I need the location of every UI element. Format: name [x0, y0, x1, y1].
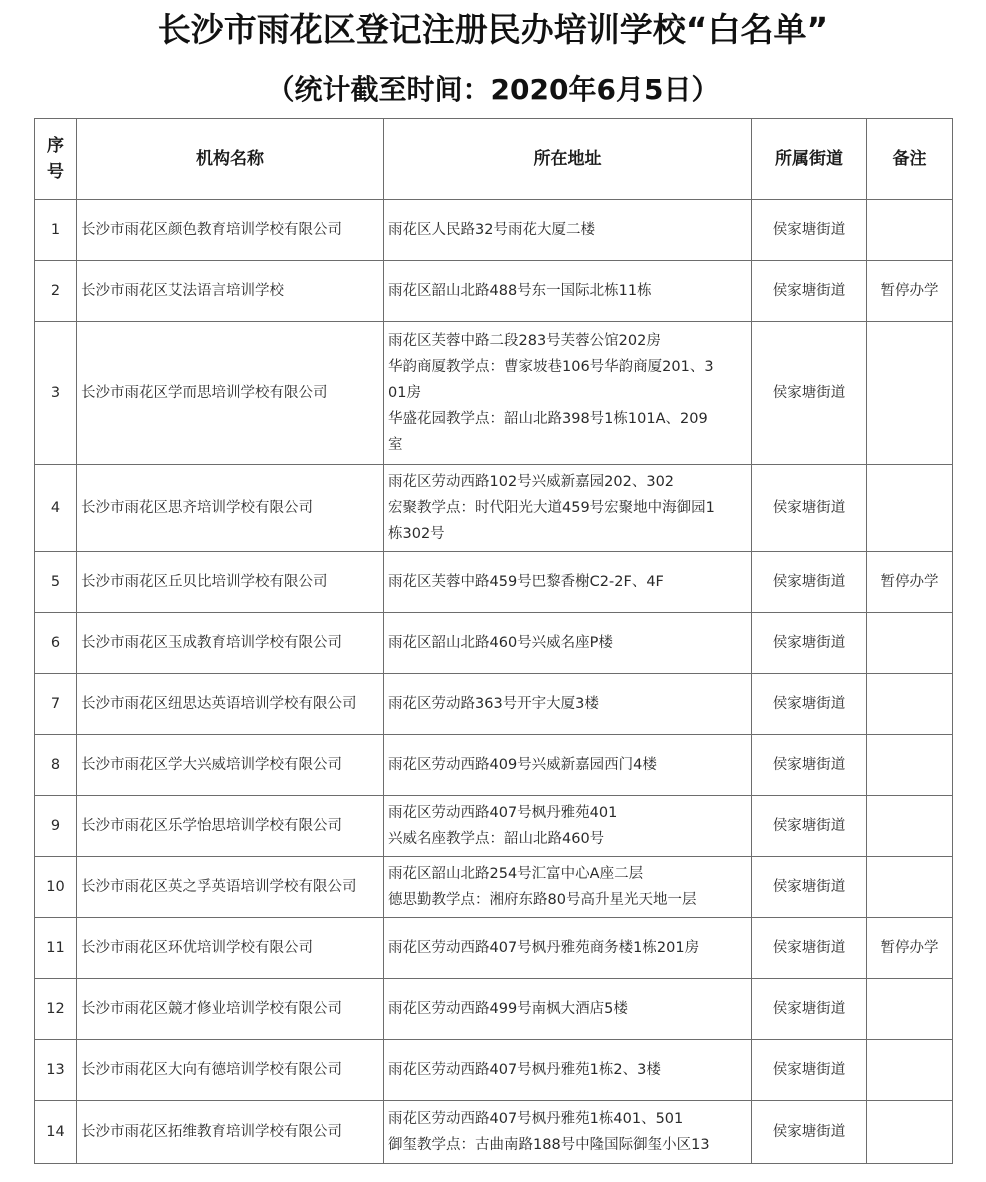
- institution-name: 长沙市雨花区学而思培训学校有限公司: [77, 322, 384, 465]
- institution-name: 长沙市雨花区英之孚英语培训学校有限公司: [77, 857, 384, 918]
- institution-address: [384, 261, 752, 322]
- street-name: 侯家塘街道: [752, 200, 867, 261]
- address-line: 雨花区劳动西路409号兴威新嘉园西门4楼: [388, 757, 657, 773]
- address-line: 01房: [388, 385, 421, 401]
- address-line: 雨花区劳动西路102号兴威新嘉园202、302: [388, 474, 675, 490]
- header-num: 序号: [35, 119, 77, 200]
- table-row: [35, 465, 953, 552]
- row-number: 10: [35, 857, 77, 918]
- institution-name: 长沙市雨花区丘贝比培训学校有限公司: [77, 552, 384, 613]
- table-row: [35, 322, 953, 465]
- table-row: [35, 1101, 953, 1164]
- street-name: 侯家塘街道: [752, 1101, 867, 1164]
- address-line: 雨花区劳动路363号开宇大厦3楼: [388, 696, 599, 712]
- table-row: [35, 552, 953, 613]
- address-line: 德思勤教学点：湘府东路80号高升星光天地一层: [388, 892, 697, 908]
- row-number: 13: [35, 1040, 77, 1101]
- address-line: 宏聚教学点：时代阳光大道459号宏聚地中海御园1: [388, 500, 715, 516]
- address-line: 雨花区劳动西路407号枫丹雅苑1栋401、501: [388, 1111, 684, 1127]
- street-name: 侯家塘街道: [752, 979, 867, 1040]
- institution-address: [384, 465, 752, 552]
- remark: [867, 613, 953, 674]
- remark: 暂停办学: [867, 552, 953, 613]
- institution-address: [384, 918, 752, 979]
- institution-name: 长沙市雨花区拓维教育培训学校有限公司: [77, 1101, 384, 1164]
- institution-name: 长沙市雨花区纽思达英语培训学校有限公司: [77, 674, 384, 735]
- table-row: [35, 918, 953, 979]
- remark: [867, 322, 953, 465]
- address-line: 雨花区劳动西路407号枫丹雅苑401: [388, 805, 618, 821]
- institution-address: [384, 674, 752, 735]
- table-row: [35, 1040, 953, 1101]
- street-name: 侯家塘街道: [752, 465, 867, 552]
- remark: 暂停办学: [867, 918, 953, 979]
- row-number: 6: [35, 613, 77, 674]
- table-row: [35, 200, 953, 261]
- row-number: 11: [35, 918, 77, 979]
- address-line: 雨花区劳动西路407号枫丹雅苑1栋2、3楼: [388, 1062, 661, 1078]
- address-line: 雨花区劳动西路407号枫丹雅苑商务楼1栋201房: [388, 940, 700, 956]
- institution-address: [384, 322, 752, 465]
- street-name: 侯家塘街道: [752, 735, 867, 796]
- street-name: 侯家塘街道: [752, 796, 867, 857]
- row-number: 12: [35, 979, 77, 1040]
- remark: 暂停办学: [867, 261, 953, 322]
- institution-name: 长沙市雨花区学大兴威培训学校有限公司: [77, 735, 384, 796]
- table-row: [35, 735, 953, 796]
- institution-address: [384, 1040, 752, 1101]
- school-whitelist-table: [34, 118, 953, 1164]
- institution-name: 长沙市雨花区競才修业培训学校有限公司: [77, 979, 384, 1040]
- institution-address: [384, 979, 752, 1040]
- table-body: [35, 200, 953, 1164]
- address-line: 栋302号: [388, 526, 445, 542]
- institution-address: [384, 200, 752, 261]
- document-subtitle: （统计截至时间：2020年6月5日）: [266, 73, 720, 106]
- table-row: [35, 796, 953, 857]
- address-line: 雨花区芙蓉中路二段283号芙蓉公馆202房: [388, 333, 661, 349]
- street-name: 侯家塘街道: [752, 1040, 867, 1101]
- address-line: 雨花区芙蓉中路459号巴黎香榭C2-2F、4F: [388, 574, 664, 590]
- institution-address: [384, 613, 752, 674]
- table-row: [35, 261, 953, 322]
- row-number: 3: [35, 322, 77, 465]
- remark: [867, 200, 953, 261]
- institution-address: [384, 1101, 752, 1164]
- header-remark: 备注: [867, 119, 953, 200]
- document-title: 长沙市雨花区登记注册民办培训学校“白名单”: [157, 10, 829, 49]
- street-name: 侯家塘街道: [752, 552, 867, 613]
- institution-name: 长沙市雨花区思齐培训学校有限公司: [77, 465, 384, 552]
- row-number: 5: [35, 552, 77, 613]
- street-name: 侯家塘街道: [752, 857, 867, 918]
- address-line: 雨花区韶山北路488号东一国际北栋11栋: [388, 283, 652, 299]
- table-header-row: [35, 119, 953, 200]
- institution-name: 长沙市雨花区艾法语言培训学校: [77, 261, 384, 322]
- address-line: 雨花区人民路32号雨花大厦二楼: [388, 222, 595, 238]
- address-line: 华韵商厦教学点：曹家坡巷106号华韵商厦201、3: [388, 359, 714, 375]
- table-row: [35, 613, 953, 674]
- address-line: 华盛花园教学点：韶山北路398号1栋101A、209: [388, 411, 708, 427]
- table-row: [35, 979, 953, 1040]
- row-number: 2: [35, 261, 77, 322]
- institution-name: 长沙市雨花区玉成教育培训学校有限公司: [77, 613, 384, 674]
- remark: [867, 796, 953, 857]
- row-number: 7: [35, 674, 77, 735]
- row-number: 4: [35, 465, 77, 552]
- institution-address: [384, 552, 752, 613]
- header-address: 所在地址: [384, 119, 752, 200]
- remark: [867, 857, 953, 918]
- row-number: 8: [35, 735, 77, 796]
- institution-name: 长沙市雨花区颜色教育培训学校有限公司: [77, 200, 384, 261]
- remark: [867, 979, 953, 1040]
- street-name: 侯家塘街道: [752, 322, 867, 465]
- institution-name: 长沙市雨花区环优培训学校有限公司: [77, 918, 384, 979]
- institution-address: [384, 857, 752, 918]
- row-number: 1: [35, 200, 77, 261]
- address-line: 御玺教学点：古曲南路188号中隆国际御玺小区13: [388, 1137, 710, 1153]
- header-street: 所属街道: [752, 119, 867, 200]
- row-number: 14: [35, 1101, 77, 1164]
- address-line: 雨花区韶山北路254号汇富中心A座二层: [388, 866, 644, 882]
- remark: [867, 465, 953, 552]
- street-name: 侯家塘街道: [752, 613, 867, 674]
- address-line: 兴威名座教学点：韶山北路460号: [388, 831, 605, 847]
- street-name: 侯家塘街道: [752, 261, 867, 322]
- institution-name: 长沙市雨花区大向有德培训学校有限公司: [77, 1040, 384, 1101]
- table-row: [35, 674, 953, 735]
- street-name: 侯家塘街道: [752, 918, 867, 979]
- table-row: [35, 857, 953, 918]
- remark: [867, 674, 953, 735]
- institution-address: [384, 735, 752, 796]
- remark: [867, 1040, 953, 1101]
- institution-address: [384, 796, 752, 857]
- street-name: 侯家塘街道: [752, 674, 867, 735]
- remark: [867, 735, 953, 796]
- header-name: 机构名称: [77, 119, 384, 200]
- institution-name: 长沙市雨花区乐学怡思培训学校有限公司: [77, 796, 384, 857]
- address-line: 雨花区劳动西路499号南枫大酒店5楼: [388, 1001, 628, 1017]
- address-line: 雨花区韶山北路460号兴威名座P楼: [388, 635, 613, 651]
- row-number: 9: [35, 796, 77, 857]
- remark: [867, 1101, 953, 1164]
- address-line: 室: [388, 437, 403, 453]
